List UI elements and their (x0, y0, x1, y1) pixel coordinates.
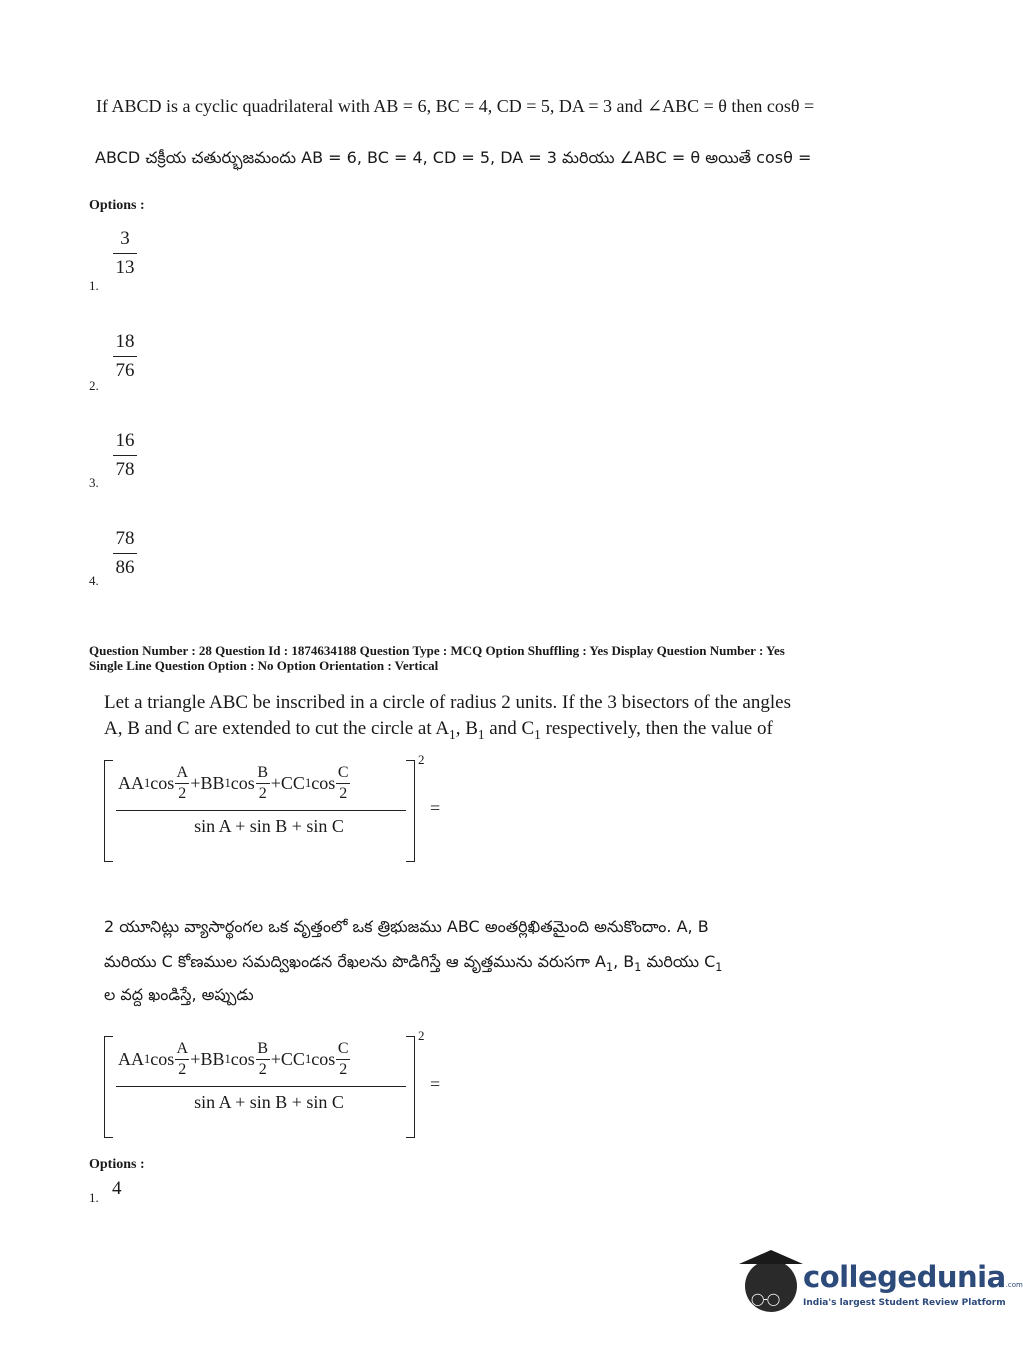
q27-english-text: If ABCD is a cyclic quadrilateral with AB = 6, BC = 4, CD = 5, DA = 3 and ∠ABC = θ then cosθ = (96, 96, 815, 116)
term: cos (150, 773, 175, 793)
subscript: 1 (477, 726, 485, 742)
half-angle-a (175, 1040, 189, 1079)
fraction-numerator: 18 (115, 331, 135, 352)
term: cos (150, 1049, 175, 1069)
graduation-cap-icon (739, 1250, 803, 1264)
option-number: 3. (89, 475, 99, 490)
option-number: 2. (89, 378, 99, 393)
q28-meta-line-1: Question Number : 28 Question Id : 1874634188 Question Type : MCQ Option Shuffling : Yes Display Question Number : Yes (89, 643, 785, 658)
q28-expression-telugu (104, 1028, 449, 1141)
subscript: 1 (144, 776, 151, 790)
q28-english-line-2 (104, 716, 773, 748)
expression-main-bar (116, 1086, 406, 1087)
term: AA (118, 773, 144, 793)
mascot-face (745, 1260, 797, 1312)
q28-expression-english (104, 752, 449, 865)
mascot-icon (745, 1260, 797, 1312)
fraction-numerator: 16 (115, 430, 135, 451)
fraction-numerator: 3 (120, 228, 130, 249)
term: 2 (339, 1061, 348, 1078)
fraction-bar (256, 1059, 270, 1060)
q27-options-label: Options : (89, 198, 145, 213)
power: 2 (418, 1028, 425, 1043)
text-segment: respectively, then the value of (540, 718, 773, 739)
fraction-denominator: 76 (115, 360, 135, 381)
q28-telugu-line-3: ల వద్ద ఖండిస్తే, అప్పుడు (104, 985, 254, 1004)
text-segment: , B (613, 952, 635, 971)
text-segment: , B (455, 718, 478, 739)
fraction-bar (113, 455, 137, 456)
half-angle-b (256, 1040, 270, 1079)
fraction-denominator: 13 (115, 257, 135, 278)
text-segment: మరియు C (641, 952, 716, 971)
term: A (176, 1040, 189, 1057)
expression-numerator (118, 1040, 351, 1079)
term: +BB (190, 1049, 225, 1069)
expression-main-bar (116, 810, 406, 811)
fraction-denominator: 86 (115, 557, 135, 578)
right-bracket (406, 760, 415, 862)
text-segment: A, B and C are extended to cut the circle at A (104, 718, 450, 739)
term: cos (311, 773, 336, 793)
text-segment: మరియు C కోణముల సమద్విఖండన రేఖలను పొడిగిస్తే ఆ వృత్తమును వరుసగా A (104, 952, 606, 971)
equals-sign: = (430, 1074, 441, 1094)
fraction-denominator: 78 (115, 459, 135, 480)
option-number: 1. (89, 278, 99, 293)
glasses-icon: ◯-◯ (751, 1292, 780, 1306)
half-angle-a (175, 764, 189, 803)
q28-telugu-line-1: 2 యూనిట్లు వ్యాసార్థంగల ఒక వృత్తంలో ఒక త్రిభుజము ABC అంతర్లిఖితమైంది అనుకొందాం. A, B (104, 917, 709, 936)
brand-suffix: .com (1005, 1281, 1023, 1289)
fraction-bar (336, 783, 350, 784)
logo-wordmark (803, 1260, 1023, 1294)
half-angle-c (336, 1040, 350, 1079)
subscript: 1 (715, 961, 723, 975)
term: A (176, 764, 189, 781)
fraction-bar (175, 783, 189, 784)
term: AA (118, 1049, 144, 1069)
subscript: 1 (144, 1052, 151, 1066)
term: cos (230, 1049, 255, 1069)
term: cos (311, 1049, 336, 1069)
expression-denominator: sin A + sin B + sin C (194, 816, 344, 836)
q28-meta-line-2: Single Line Question Option : No Option Orientation : Vertical (89, 658, 439, 673)
subscript: 1 (605, 961, 614, 975)
fraction-bar (175, 1059, 189, 1060)
subscript: 1 (534, 726, 541, 742)
option-number: 1. (89, 1190, 99, 1205)
option-fraction (113, 528, 137, 579)
brand-name: collegedunia (803, 1260, 1006, 1294)
subscript: 1 (224, 1052, 231, 1066)
collegedunia-logo (745, 1256, 1023, 1316)
fraction-bar (113, 253, 137, 254)
option-fraction (113, 430, 137, 481)
option-fraction (113, 228, 137, 279)
half-angle-c (336, 764, 350, 803)
q27-telugu-text: ABCD చక్రీయ చతుర్భుజమందు AB = 6, BC = 4, CD = 5, DA = 3 మరియు ∠ABC = θ అయితే cosθ = (95, 148, 812, 167)
half-angle-b (256, 764, 270, 803)
left-bracket (104, 760, 113, 862)
subscript: 1 (634, 961, 642, 975)
term: +BB (190, 773, 225, 793)
term: B (257, 764, 269, 781)
fraction-bar (336, 1059, 350, 1060)
fraction-bar (256, 783, 270, 784)
power: 2 (418, 752, 425, 767)
term: 2 (178, 1061, 187, 1078)
fraction-bar (113, 356, 137, 357)
brand-tagline: India's largest Student Review Platform (803, 1298, 1006, 1308)
term: 2 (258, 785, 267, 802)
option-value: 4 (112, 1178, 122, 1199)
term: C (337, 764, 349, 781)
term: 2 (178, 785, 187, 802)
term: +CC (270, 1049, 305, 1069)
subscript: 1 (224, 776, 231, 790)
option-fraction (113, 331, 137, 382)
term: 2 (258, 1061, 267, 1078)
text-segment: and C (484, 718, 535, 739)
q28-options-label: Options : (89, 1157, 145, 1172)
expression-denominator: sin A + sin B + sin C (194, 1092, 344, 1112)
right-bracket (406, 1036, 415, 1138)
fraction-bar (113, 553, 137, 554)
term: B (257, 1040, 269, 1057)
term: cos (230, 773, 255, 793)
fraction-numerator: 78 (115, 528, 135, 549)
equals-sign: = (430, 798, 441, 818)
subscript: 1 (449, 726, 456, 742)
option-number: 4. (89, 573, 99, 588)
q28-english-line-1: Let a triangle ABC be inscribed in a circle of radius 2 units. If the 3 bisectors of the angles (104, 692, 791, 713)
term: 2 (339, 785, 348, 802)
expression-numerator (118, 764, 351, 803)
subscript: 1 (304, 1052, 312, 1066)
term: C (337, 1040, 349, 1057)
term: +CC (270, 773, 305, 793)
subscript: 1 (304, 776, 312, 790)
left-bracket (104, 1036, 113, 1138)
